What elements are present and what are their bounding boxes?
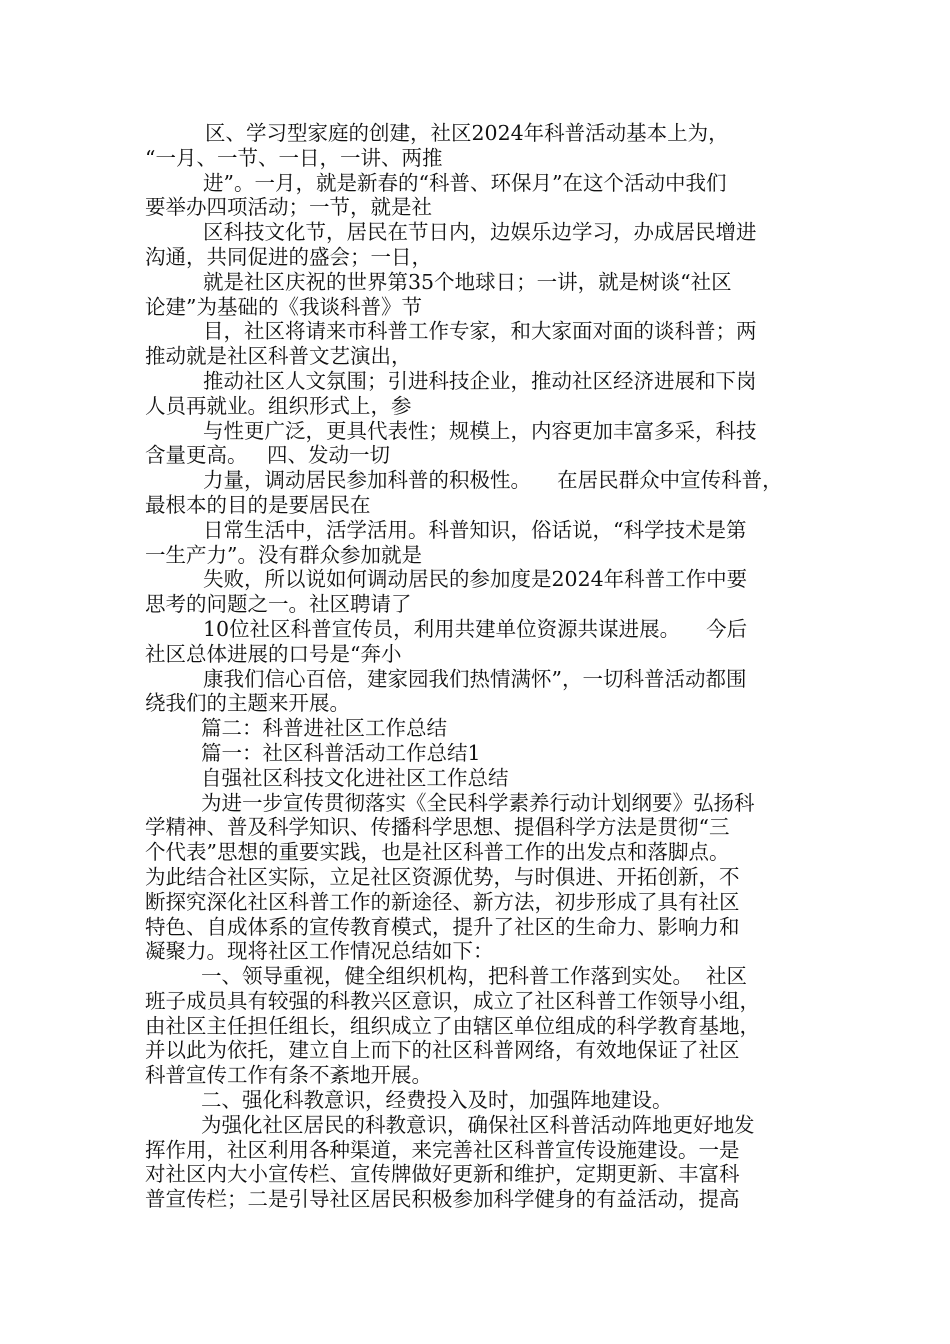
- text-line: 目，社区将请来市科普工作专家，和大家面对面的谈科普；两: [203, 319, 757, 344]
- text-line: 为强化社区居民的科教意识，确保社区科普活动阵地更好地发: [201, 1112, 755, 1137]
- text-line: 沟通，共同促进的盛会；一日，: [145, 244, 432, 269]
- section-heading: 篇二：科普进社区工作总结: [201, 716, 447, 741]
- text-line: 10位社区科普宣传员，利用共建单位资源共谋进展。 今后: [203, 616, 748, 641]
- text-line: 对社区内大小宣传栏、宣传牌做好更新和维护，定期更新、丰富科: [145, 1162, 740, 1187]
- text-line: 人员再就业。组织形式上，参: [145, 393, 412, 418]
- text-line: 一、领导重视，健全组织机构，把科普工作落到实处。 社区: [201, 964, 748, 989]
- text-line: 个代表”思想的重要实践，也是社区科普工作的出发点和落脚点。: [145, 840, 730, 865]
- text-line: 区、学习型家庭的创建，社区2024年科普活动基本上为，: [205, 121, 729, 145]
- text-line: 最根本的目的是要居民在: [145, 492, 371, 517]
- text-line: 含量更高。 四、发动一切: [145, 443, 391, 468]
- text-line: 班子成员具有较强的科教兴区意识，成立了社区科普工作领导小组，: [145, 988, 760, 1013]
- text-line: 普宣传栏；二是引导社区居民积极参加科学健身的有益活动，提高: [145, 1187, 740, 1212]
- text-line: 为进一步宣传贯彻落实《全民科学素养行动计划纲要》弘扬科: [201, 790, 755, 815]
- text-line: 推动就是社区科普文艺演出，: [145, 344, 412, 369]
- text-line: 特色、自成体系的宣传教育模式，提升了社区的生命力、影响力和: [145, 914, 740, 939]
- text-line: 区科技文化节，居民在节日内，边娱乐边学习，办成居民增进: [203, 220, 757, 245]
- text-line: 断探究深化社区科普工作的新途径、新方法，初步形成了具有社区: [145, 889, 740, 914]
- text-line: 失败，所以说如何调动居民的参加度是2024年科普工作中要: [203, 567, 748, 592]
- text-line: “一月、一节、一日，一讲、两推: [145, 145, 443, 170]
- text-line: 由社区主任担任组长，组织成立了由辖区单位组成的科学教育基地，: [145, 1013, 760, 1038]
- section-heading: 篇一：社区科普活动工作总结1: [201, 740, 481, 765]
- text-line: 论建”为基础的《我谈科普》节: [145, 294, 422, 319]
- text-line: 日常生活中，活学活用。科普知识，俗话说，“科学技术是第: [203, 517, 747, 542]
- text-line: 思考的问题之一。社区聘请了: [145, 592, 412, 617]
- text-line: 要举办四项活动；一节，就是社: [145, 195, 432, 220]
- text-line: 学精神、普及科学知识、传播科学思想、提倡科学方法是贯彻“三: [145, 815, 730, 840]
- text-line: 一生产力”。没有群众参加就是: [145, 542, 422, 567]
- section-heading: 自强社区科技文化进社区工作总结: [201, 765, 509, 790]
- text-line: 为此结合社区实际，立足社区资源优势，与时俱进、开拓创新，不: [145, 864, 740, 889]
- text-line: 社区总体进展的口号是“奔小: [145, 641, 402, 666]
- text-line: 推动社区人文氛围；引进科技企业，推动社区经济进展和下岗: [203, 368, 757, 393]
- text-line: 科普宣传工作有条不紊地开展。: [145, 1063, 432, 1088]
- text-line: 力量，调动居民参加科普的积极性。 在居民群众中宣传科普，: [203, 468, 783, 493]
- text-line: 挥作用，社区利用各种渠道，来完善社区科普宣传设施建设。一是: [145, 1137, 740, 1162]
- text-line: 康我们信心百倍，建家园我们热情满怀”，一切科普活动都围: [203, 666, 747, 691]
- text-line: 就是社区庆祝的世界第35个地球日；一讲，就是树谈“社区: [203, 269, 732, 294]
- document-body: [145, 121, 810, 1212]
- text-line: 与性更广泛，更具代表性；规模上，内容更加丰富多采，科技: [203, 418, 757, 443]
- text-line: 并以此为依托，建立自上而下的社区科普网络，有效地保证了社区: [145, 1038, 740, 1063]
- text-line: 进”。一月，就是新春的“科普、环保月”在这个活动中我们: [203, 170, 727, 195]
- text-line: 凝聚力。现将社区工作情况总结如下：: [145, 939, 494, 964]
- text-line: 二、强化科教意识，经费投入及时，加强阵地建设。: [201, 1088, 673, 1113]
- text-line: 绕我们的主题来开展。: [145, 691, 350, 716]
